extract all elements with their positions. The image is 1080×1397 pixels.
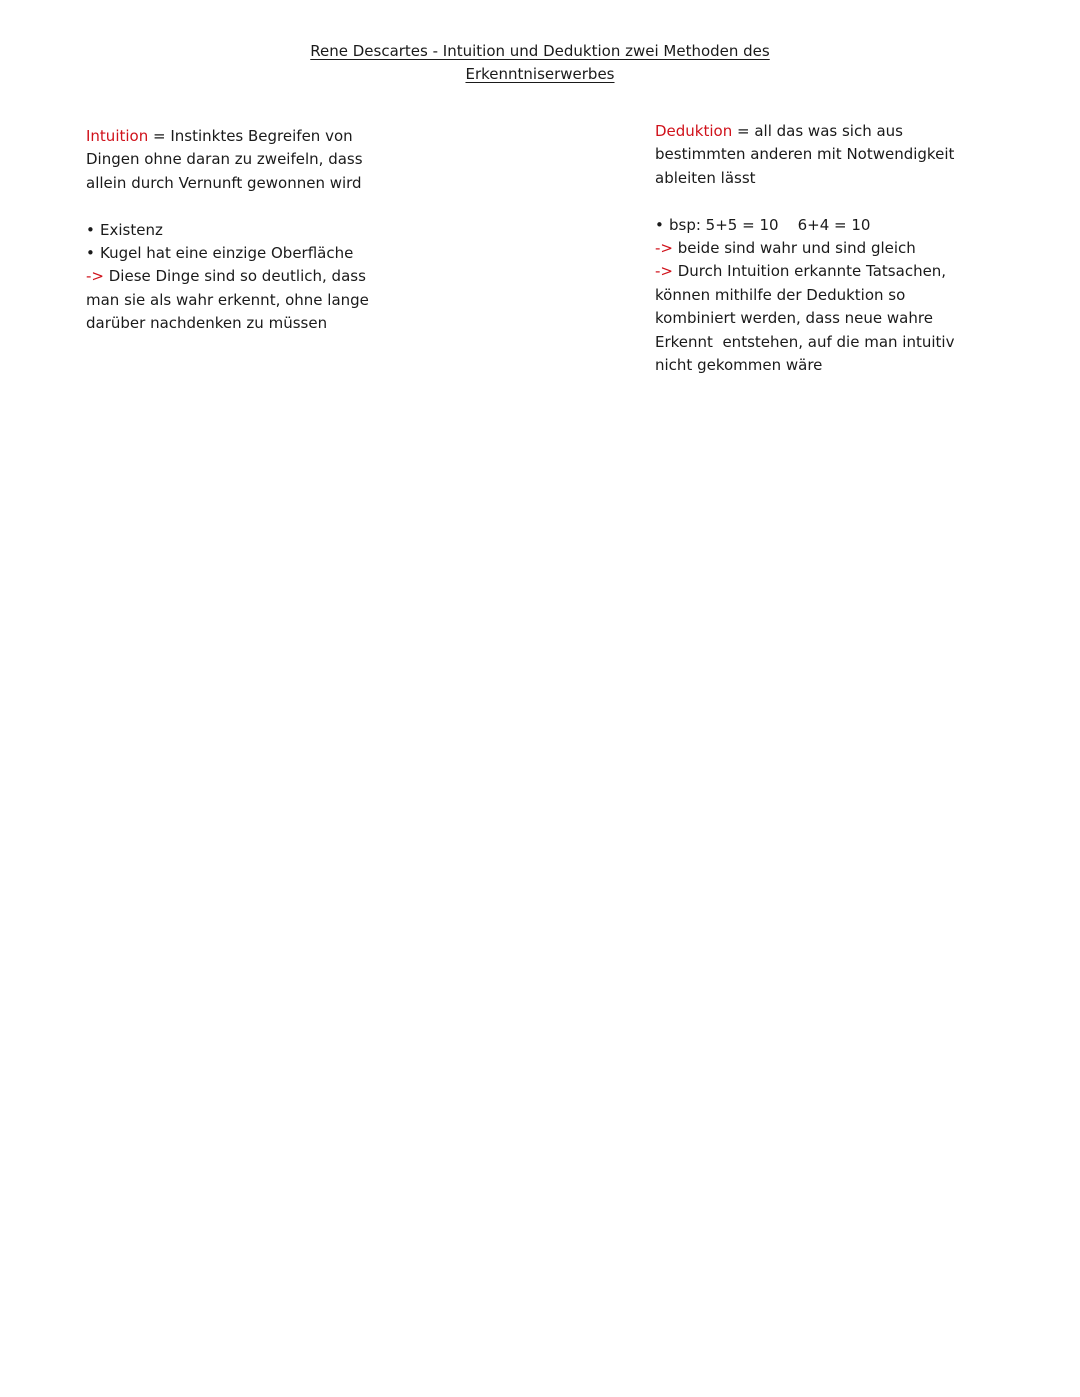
deduktion-arrow-1 (655, 237, 985, 260)
deduktion-arrow-2 (655, 260, 985, 283)
deduktion-conclusion-line-3: kombiniert werden, dass neue wahre (655, 309, 933, 328)
bullet-icon: • (86, 220, 95, 239)
bullet-icon: • (655, 215, 664, 234)
deduktion-example (655, 214, 985, 237)
intuition-conclusion-line-2: man sie als wahr erkennt, ohne lange (86, 290, 369, 309)
deduktion-conclusion-line-4: Erkennt entstehen, auf die man intuitiv (655, 332, 955, 351)
intuition-definition-line-3: allein durch Vernunft gewonnen wird (86, 173, 362, 192)
deduktion-definition-line-2: bestimmten anderen mit Notwendigkeit (655, 145, 955, 164)
deduktion-example-text: bsp: 5+5 = 10 6+4 = 10 (669, 215, 871, 234)
bullet-icon: • (86, 244, 95, 263)
spacer (655, 190, 985, 213)
arrow-icon: -> (655, 239, 673, 258)
intuition-bullet-1 (86, 219, 386, 242)
arrow-icon: -> (655, 262, 673, 281)
intuition-bullet-1-text: Existenz (100, 220, 163, 239)
document-title (0, 40, 1080, 86)
intuition-definition-line-1 (86, 125, 386, 148)
deduktion-conclusion-line-2: können mithilfe der Deduktion so (655, 285, 906, 304)
spacer (86, 195, 386, 218)
deduktion-term: Deduktion (655, 122, 733, 140)
intuition-term: Intuition (86, 127, 149, 145)
deduktion-definition-start: = all das was sich aus (732, 122, 903, 140)
intuition-bullet-2-text: Kugel hat eine einzige Oberfläche (100, 244, 354, 263)
intuition-section (86, 125, 386, 336)
intuition-conclusion-text: Diese Dinge sind so deutlich, dass (103, 267, 366, 286)
intuition-bullet-2 (86, 242, 386, 265)
intuition-conclusion (86, 265, 386, 288)
deduktion-section (655, 120, 985, 377)
intuition-definition-line-2: Dingen ohne daran zu zweifeln, dass (86, 150, 363, 169)
deduktion-definition-line-1 (655, 120, 985, 143)
deduktion-arrow-2-text: Durch Intuition erkannte Tatsachen, (672, 262, 947, 281)
title-line-2: Erkenntniserwerbes (465, 65, 615, 83)
deduktion-arrow-1-text: beide sind wahr und sind gleich (672, 239, 916, 258)
intuition-conclusion-line-3: darüber nachdenken zu müssen (86, 314, 328, 333)
deduktion-conclusion-line-5: nicht gekommen wäre (655, 356, 823, 375)
title-line-1: Rene Descartes - Intuition und Deduktion zwei Methoden des (310, 42, 770, 60)
intuition-definition-start: = Instinktes Begreifen von (148, 127, 353, 145)
arrow-icon: -> (86, 267, 104, 286)
deduktion-definition-line-3: ableiten lässt (655, 168, 756, 187)
